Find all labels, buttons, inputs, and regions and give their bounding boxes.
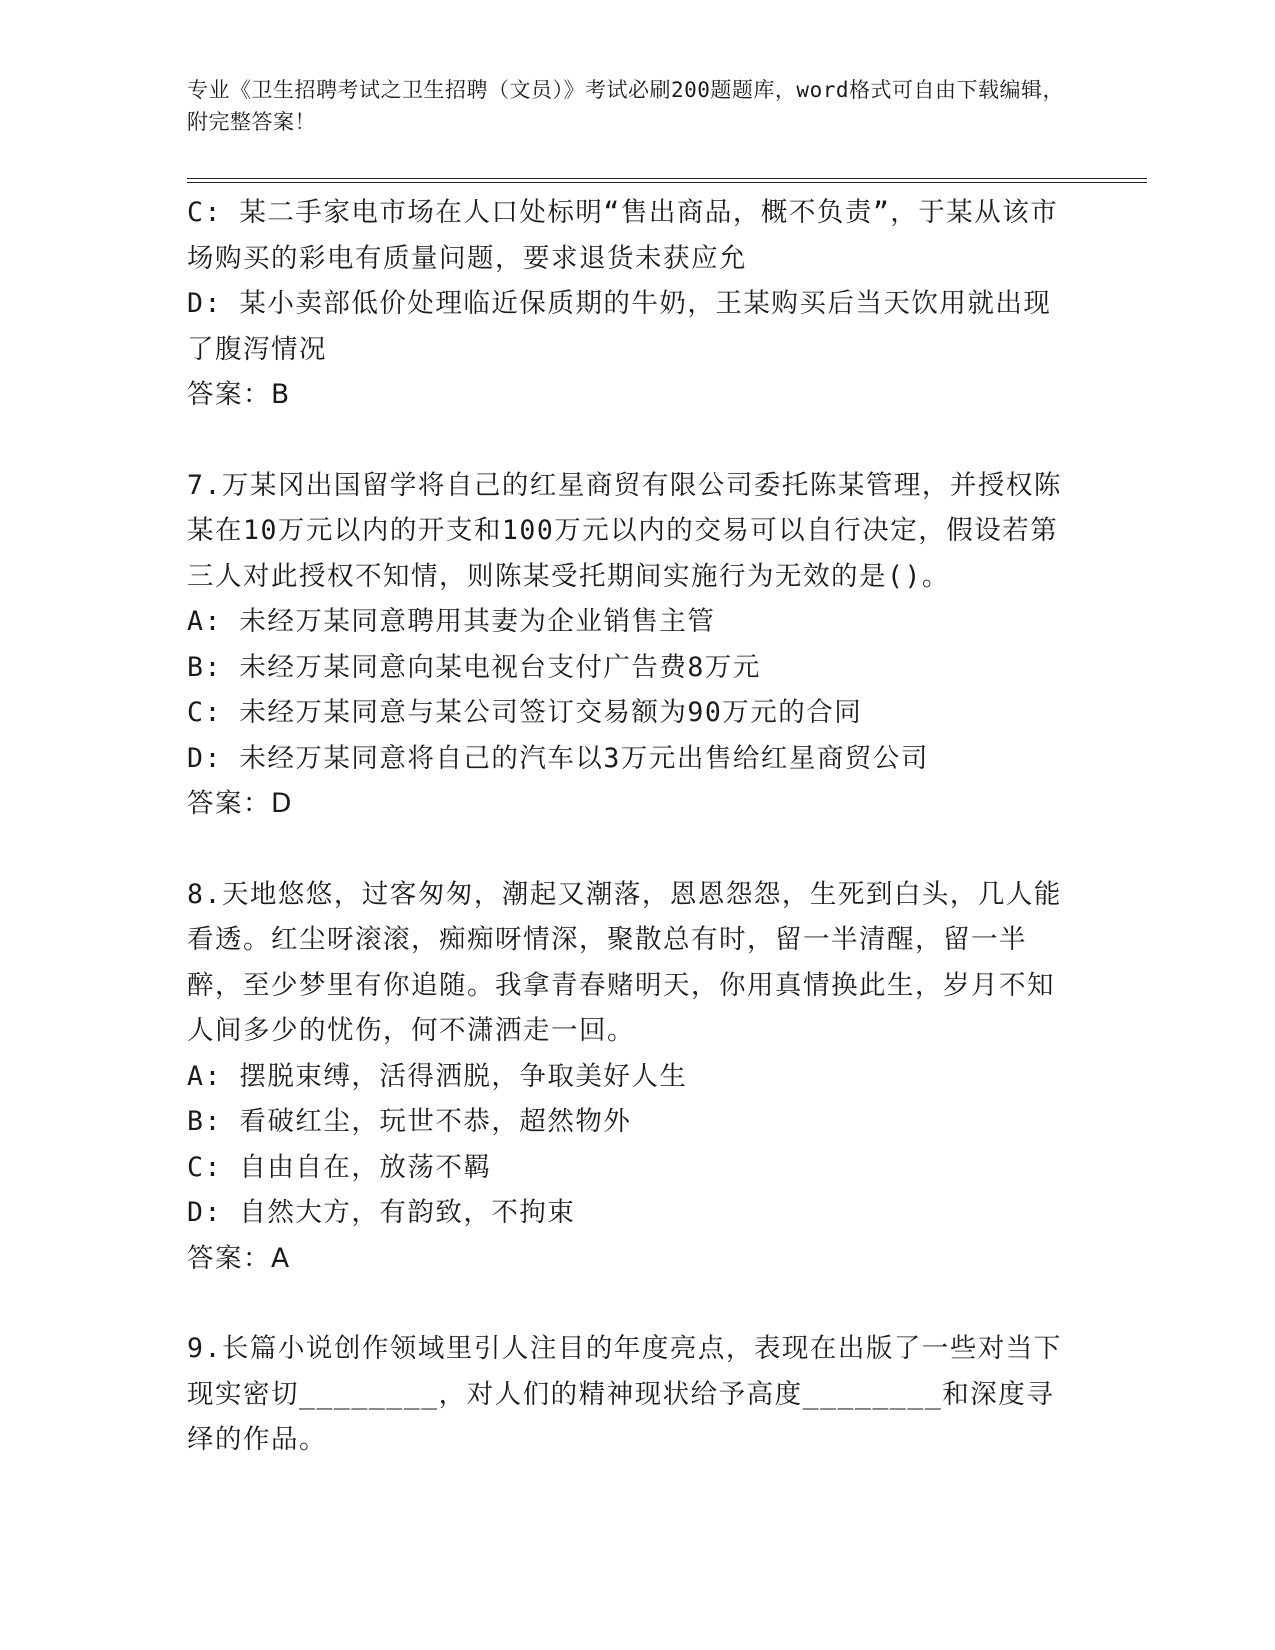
q6-option-c: C: 某二手家电市场在人口处标明“售出商品，概不负责”，于某从该市场购买的彩电有质量问题，要求退货未获应允 <box>187 197 1059 274</box>
document-body <box>187 190 1077 1463</box>
q8-option-c: C: 自由自在，放荡不羁 <box>187 1151 492 1183</box>
q6-answer: 答案：B <box>187 379 291 410</box>
spacer <box>187 1281 1077 1326</box>
header-divider-bottom <box>187 182 1147 183</box>
q7-option-d: D: 未经万某同意将自己的汽车以3万元出售给红星商贸公司 <box>187 742 929 774</box>
q8-answer: 答案：A <box>187 1242 291 1274</box>
q8-option-d: D: 自然大方，有韵致，不拘束 <box>187 1197 576 1228</box>
spacer <box>187 418 1077 463</box>
q7-stem: 7.万某冈出国留学将自己的红星商贸有限公司委托陈某管理，并授权陈某在10万元以内的开支和100万元以内的交易可以自行决定，假设若第三人对此授权不知情，则陈某受托期间实施行为无效的是()。 <box>187 469 1062 592</box>
q6-option-d: D: 某小卖部低价处理临近保质期的牛奶，王某购买后当天饮用就出现了腹泻情况 <box>187 288 1052 365</box>
q7-answer: 答案：D <box>187 788 293 819</box>
q7-option-a: A: 未经万某同意聘用其妻为企业销售主管 <box>187 606 716 637</box>
q7-option-b: B: 未经万某同意向某电视台支付广告费8万元 <box>187 651 761 683</box>
q8-option-a: A: 摆脱束缚，活得洒脱，争取美好人生 <box>187 1060 688 1092</box>
q8-option-b: B: 看破红尘，玩世不恭，超然物外 <box>187 1106 632 1137</box>
q9-stem: 9.长篇小说创作领域里引人注目的年度亮点，表现在出版了一些对当下现实密切________，对人们的精神现状给予高度________和深度寻绎的作品。 <box>187 1333 1062 1455</box>
spacer <box>187 827 1077 872</box>
header-divider-top <box>187 178 1147 179</box>
document-header: 专业《卫生招聘考试之卫生招聘（文员）》考试必刷200题题库，word格式可自由下载编辑，附完整答案！ <box>187 78 1064 134</box>
q7-option-c: C: 未经万某同意与某公司签订交易额为90万元的合同 <box>187 697 863 728</box>
q8-stem: 8.天地悠悠，过客匆匆，潮起又潮落，恩恩怨怨，生死到白头，几人能看透。红尘呀滚滚，痴痴呀情深，聚散总有时，留一半清醒，留一半醉，至少梦里有你追随。我拿青春赌明天，你用真情换此生，岁月不知人间多少的忧伤，何不潇洒走一回。 <box>187 878 1062 1046</box>
